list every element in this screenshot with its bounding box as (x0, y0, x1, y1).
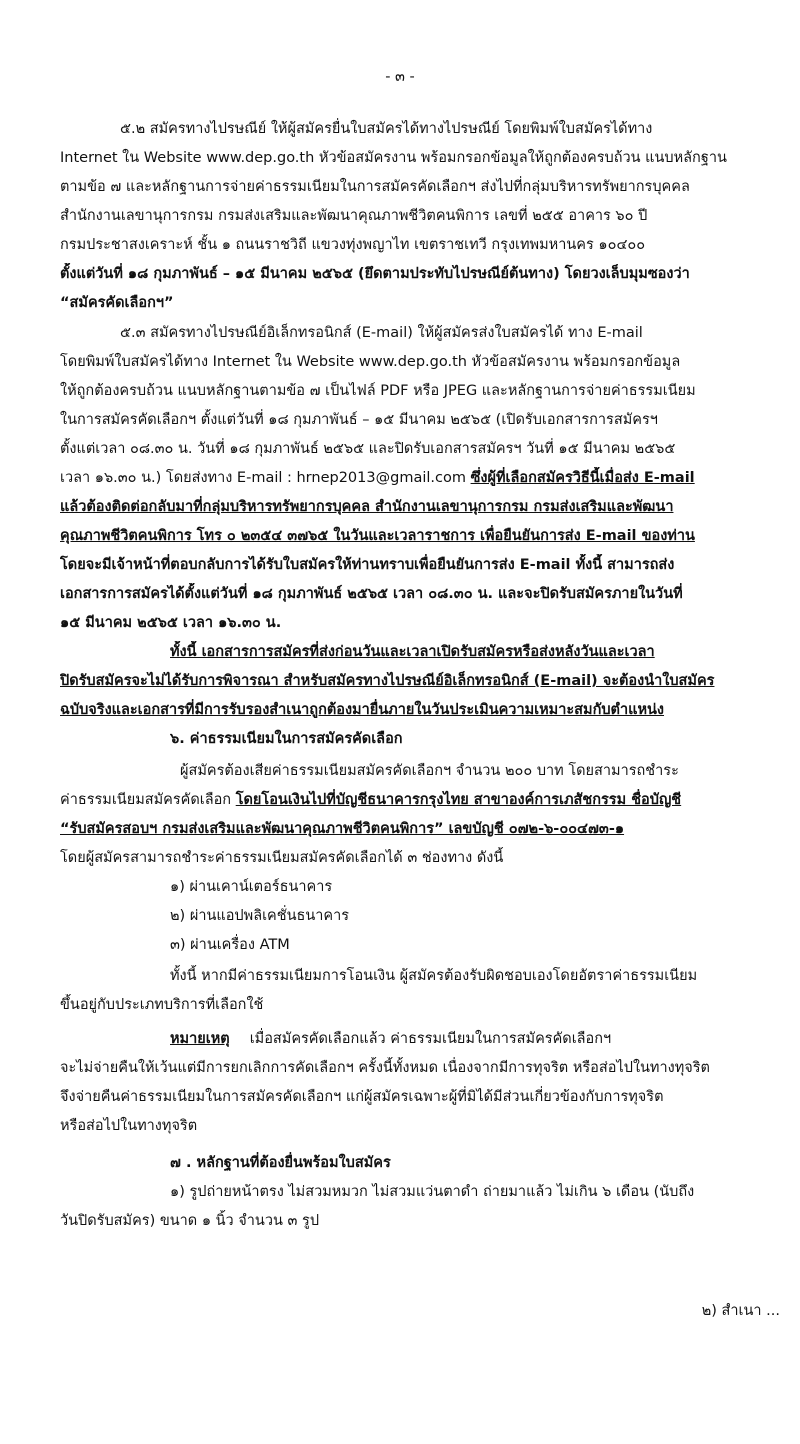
sec-5-3-line-1: ๕.๓ สมัครทางไปรษณีย์อิเล็กทรอนิกส์ (E-mail) ให้ผู้สมัครส่งใบสมัครได้ ทาง E-mail (120, 325, 643, 341)
payment-channel-1: ๑) ผ่านเคาน์เตอร์ธนาคาร (170, 879, 333, 895)
remark-line-2: จะไม่จ่ายคืนให้เว้นแต่มีการยกเลิกการคัดเลือกฯ ครั้งนี้ทั้งหมด เนื่องจากมีการทุจริต หรือส่อไปในทางทุจริต (60, 1060, 710, 1076)
sec-7-line-2: วันปิดรับสมัคร) ขนาด ๑ นิ้ว จำนวน ๓ รูป (60, 1213, 320, 1229)
sec-6-line-1: ผู้สมัครต้องเสียค่าธรรมเนียมสมัครคัดเลือกฯ จำนวน ๒๐๐ บาท โดยสามารถชำระ (180, 763, 679, 779)
sec-5-2-line-5: กรมประชาสงเคราะห์ ชั้น ๑ ถนนราชวิถี แขวงทุ่งพญาไท เขตราชเทวี กรุงเทพมหานคร ๑๐๔๐๐ (60, 237, 646, 253)
sec-6-line-4: โดยผู้สมัครสามารถชำระค่าธรรมเนียมสมัครคัดเลือกได้ ๓ ช่องทาง ดังนี้ (60, 850, 504, 866)
sec-5-2-line-1: ๕.๒ สมัครทางไปรษณีย์ ให้ผู้สมัครยื่นใบสมัครได้ทางไปรษณีย์ โดยพิมพ์ใบสมัครได้ทาง (120, 121, 653, 137)
remark-line-3: จึงจ่ายคืนค่าธรรมเนียมในการสมัครคัดเลือกฯ แก่ผู้สมัครเฉพาะผู้ที่มิได้มีส่วนเกี่ยวข้องกับการทุจริต (60, 1089, 664, 1105)
notice-line-1: ทั้งนี้ เอกสารการสมัครที่ส่งก่อนวันและเวลาเปิดรับสมัครหรือส่งหลังวันและเวลา (170, 644, 655, 660)
sec-5-2-line-7: “สมัครคัดเลือกฯ” (60, 295, 174, 311)
sec-5-3-line-2: โดยพิมพ์ใบสมัครได้ทาง Internet ใน Website www.dep.go.th หัวข้อสมัครงาน พร้อมกรอกข้อมูล (60, 354, 681, 370)
fee-note-line-2: ขึ้นอยู่กับประเภทบริการที่เลือกใช้ (60, 997, 264, 1013)
remark-line-4: หรือส่อไปในทางทุจริต (60, 1118, 198, 1134)
sec-6-line-2 (60, 789, 790, 811)
sec-5-3-line-6b: ซึ่งผู้ที่เลือกสมัครวิธีนี้เมื่อส่ง E-mail (470, 470, 695, 486)
sec-5-2-line-6: ตั้งแต่วันที่ ๑๘ กุมภาพันธ์ – ๑๕ มีนาคม ๒๕๖๕ (ยึดตามประทับไปรษณีย์ต้นทาง) โดยวงเล็บมุมซองว่า (60, 266, 690, 282)
sec-5-3-line-7: แล้วต้องติดต่อกลับมาที่กลุ่มบริหารทรัพยากรบุคคล สำนักงานเลขานุการกรม กรมส่งเสริมและพัฒนา (60, 499, 674, 515)
sec-5-2-line-2: Internet ใน Website www.dep.go.th หัวข้อสมัครงาน พร้อมกรอกข้อมูลให้ถูกต้องครบถ้วน แนบหลักฐาน (60, 150, 727, 166)
remark-line-1 (170, 1028, 790, 1050)
notice-line-3: ฉบับจริงและเอกสารที่มีการรับรองสำเนาถูกต้องมายื่นภายในวันประเมินความเหมาะสมกับตำแหน่ง (60, 702, 665, 718)
payment-channel-2: ๒) ผ่านแอปพลิเคชั่นธนาคาร (170, 908, 350, 924)
sec-5-3-line-3: ให้ถูกต้องครบถ้วน แนบหลักฐานตามข้อ ๗ เป็นไฟล์ PDF หรือ JPEG และหลักฐานการจ่ายค่าธรรมเนียม (60, 383, 696, 399)
fee-note-line-1: ทั้งนี้ หากมีค่าธรรมเนียมการโอนเงิน ผู้สมัครต้องรับผิดชอบเองโดยอัตราค่าธรรมเนียม (170, 968, 698, 984)
sec-5-3-line-10: เอกสารการสมัครได้ตั้งแต่วันที่ ๑๘ กุมภาพันธ์ ๒๕๖๕ เวลา ๐๘.๓๐ น. และจะปิดรับสมัครภายในวันที่ (60, 586, 683, 602)
sec-5-3-line-9: โดยจะมีเจ้าหน้าที่ตอบกลับการได้รับใบสมัครให้ท่านทราบเพื่อยืนยันการส่ง E-mail ทั้งนี้ สามารถส่ง (60, 557, 675, 573)
sec-7-heading: ๗ . หลักฐานที่ต้องยื่นพร้อมใบสมัคร (170, 1155, 391, 1171)
sec-6-line-3: “รับสมัครสอบฯ กรมส่งเสริมและพัฒนาคุณภาพชีวิตคนพิการ” เลขบัญชี ๐๗๒-๖-๐๐๔๗๓-๑ (60, 821, 625, 837)
sec-5-3-line-5: ตั้งแต่เวลา ๐๘.๓๐ น. วันที่ ๑๘ กุมภาพันธ์ ๒๕๖๕ และปิดรับเอกสารสมัครฯ วันที่ ๑๕ มีนาคม ๒๕๖๕ (60, 441, 676, 457)
sec-5-3-line-4: ในการสมัครคัดเลือกฯ ตั้งแต่วันที่ ๑๘ กุมภาพันธ์ – ๑๕ มีนาคม ๒๕๖๕ (เปิดรับเอกสารการสมัครฯ (60, 412, 658, 428)
remark-label: หมายเหตุ (170, 1031, 230, 1047)
sec-5-2-line-4: สำนักงานเลขานุการกรม กรมส่งเสริมและพัฒนาคุณภาพชีวิตคนพิการ เลขที่ ๒๕๕ อาคาร ๖๐ ปี (60, 208, 648, 224)
sec-6-line-2a: ค่าธรรมเนียมสมัครคัดเลือก (60, 792, 236, 808)
sec-7-line-1: ๑) รูปถ่ายหน้าตรง ไม่สวมหมวก ไม่สวมแว่นตาดำ ถ่ายมาแล้ว ไม่เกิน ๖ เดือน (นับถึง (170, 1184, 695, 1200)
sec-5-3-line-11: ๑๕ มีนาคม ๒๕๖๕ เวลา ๑๖.๓๐ น. (60, 615, 282, 631)
sec-6-line-2b: โดยโอนเงินไปที่บัญชีธนาคารกรุงไทย สาขาองค์การเภสัชกรรม ชื่อบัญชี (235, 792, 682, 808)
page-number: - ๓ - (385, 69, 415, 85)
continuation-marker: ๒) สำเนา ... (701, 1303, 780, 1319)
sec-5-3-line-6 (60, 467, 790, 489)
sec-5-2-line-3: ตามข้อ ๗ และหลักฐานการจ่ายค่าธรรมเนียมในการสมัครคัดเลือกฯ ส่งไปที่กลุ่มบริหารทรัพยากรบุคคล (60, 179, 690, 195)
sec-5-3-line-8: คุณภาพชีวิตคนพิการ โทร ๐ ๒๓๕๔ ๓๗๖๕ ในวันและเวลาราชการ เพื่อยืนยันการส่ง E-mail ของท่าน (60, 528, 695, 544)
sec-6-heading: ๖. ค่าธรรมเนียมในการสมัครคัดเลือก (170, 731, 403, 747)
notice-line-2: ปิดรับสมัครจะไม่ได้รับการพิจารณา สำหรับสมัครทางไปรษณีย์อิเล็กทรอนิกส์ (E-mail) จะต้องนำใบสมัคร (60, 673, 715, 689)
remark-text-1: เมื่อสมัครคัดเลือกแล้ว ค่าธรรมเนียมในการสมัครคัดเลือกฯ (249, 1031, 612, 1047)
sec-5-3-line-6a: เวลา ๑๖.๓๐ น.) โดยส่งทาง E-mail : hrnep2013@gmail.com (60, 470, 471, 486)
payment-channel-3: ๓) ผ่านเครื่อง ATM (170, 937, 290, 953)
